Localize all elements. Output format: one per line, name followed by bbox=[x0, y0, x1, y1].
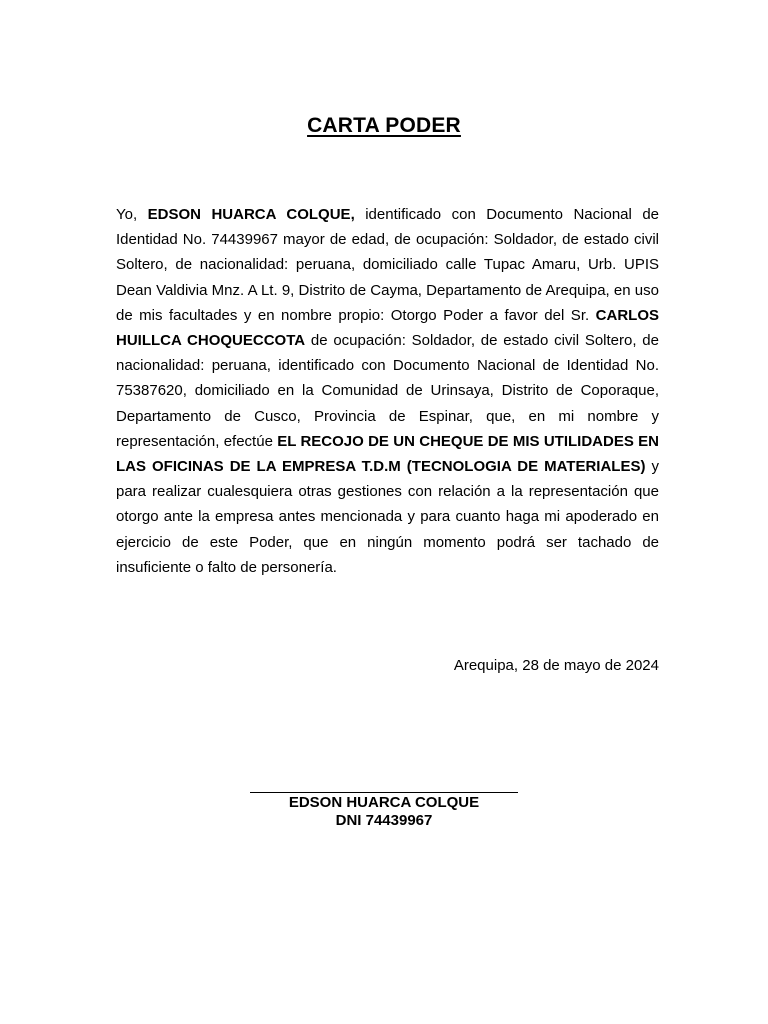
place-and-date: Arequipa, 28 de mayo de 2024 bbox=[453, 657, 659, 674]
paragraph-segment: de ocupación: Soldador, de estado civil Soltero, de nacionalidad: peruana, identificado con Documento Nacional de Identidad No. 75387620, domiciliado en la Comunidad de Urinsaya, Distrito de Coporaque, Departamento de Cusco, Provincia de Espinar, que, en mi nombre y representación, efectúe bbox=[116, 332, 659, 450]
signatory-name: EDSON HUARCA COLQUE bbox=[288, 794, 480, 811]
signatory-dni: DNI 74439967 bbox=[335, 812, 433, 829]
paragraph-segment: identificado con Documento Nacional de Identidad No. 74439967 mayor de edad, de ocupación: Soldador, de estado civil Soltero, de nacionalidad: peruana, domiciliado calle Tupac Amaru, Urb. UPIS Dean Valdivia Mnz. A Lt. 9, Distrito de Cayma, Departamento de Arequipa, en uso de mis facultades y en nombre propio: Otorgo Poder a favor del Sr. bbox=[116, 206, 660, 324]
power-purpose: EL RECOJO DE UN CHEQUE DE MIS UTILIDADES EN LAS OFICINAS DE LA EMPRESA T.D.M (TECNOLOGIA DE MATERIALES) bbox=[116, 432, 659, 476]
attorney-name: CARLOS HUILLCA CHOQUECCOTA bbox=[116, 306, 659, 350]
document-title: CARTA PODER bbox=[307, 114, 461, 137]
grantor-name: EDSON HUARCA COLQUE, bbox=[147, 206, 355, 223]
signature-line bbox=[250, 792, 518, 793]
body-paragraph bbox=[116, 202, 659, 580]
signature-block bbox=[0, 794, 768, 830]
paragraph-segment: Yo, bbox=[116, 206, 148, 223]
paragraph-segment: y para realizar cualesquiera otras gestiones con relación a la representación que otorgo ante la empresa antes mencionada y para cuanto haga mi apoderado en ejercicio de este Poder, que en ningún momento podrá ser tachado de insuficiente o falto de personería. bbox=[116, 458, 659, 576]
